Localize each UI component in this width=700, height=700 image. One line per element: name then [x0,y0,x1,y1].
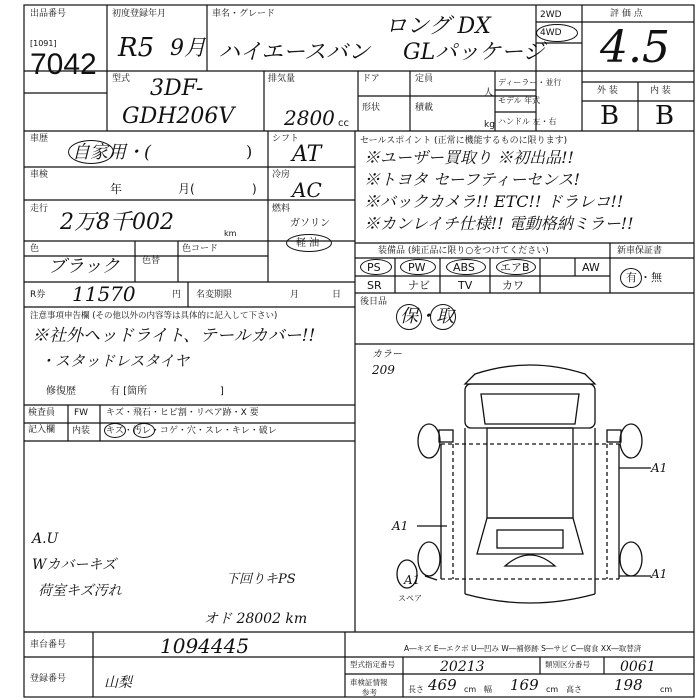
type-label: 型式指定番号 [350,660,395,669]
term-label: 名変期限 [196,290,233,300]
model-year-label: モデル 年式 [498,96,541,105]
equip-airbag-circle [496,259,536,275]
reg-label: 登録番号 [30,674,67,684]
recycle-unit: 円 [172,290,182,300]
interior-grade: B [655,101,675,131]
model-label: 型式 [112,74,131,84]
equip-ps: PS [367,261,381,274]
model-code-1: 3DF- [150,76,204,101]
sales-line-2: ※トヨタ セーフティーセンス! [364,170,580,189]
drive-4wd: 4WD [540,28,562,38]
notes-label: 注意事項申告欄 (その他以外の内容等は具体的に記入して下さい) [30,311,278,321]
color-code-label: 色コード [182,244,219,254]
score-value: 4.5 [600,22,670,73]
displacement-value: 2800 [284,106,335,130]
recycle-value: 11570 [72,282,136,306]
warranty-no: ・無 [640,271,662,284]
recycle-label: R券 [30,290,46,300]
notes-line-1: ※社外ヘッドライト、テールカバー!! [32,326,316,346]
front-bumper-shape [465,365,595,384]
equip-airbag: エアB [500,261,530,274]
fuel-label: 燃料 [272,204,291,214]
paint-code-value: 209 [372,363,395,377]
exterior-label: 外 装 [597,86,618,96]
roof-shape [487,428,573,518]
marker-a1-right-rear: A1 [651,567,668,581]
ac-value: AC [292,178,322,202]
color-value: ブラック [48,256,120,277]
name-grade-label: 車名・グレード [212,9,276,19]
rear-bumper-shape [465,594,595,603]
equip-pw: PW [408,261,426,274]
history-close: ) [246,142,253,161]
note-au: A.U [32,531,59,547]
history-value: 自家用・( [72,142,152,163]
load-unit: kg [484,120,495,130]
shift-value: AT [292,142,322,167]
capacity-unit: 人 [484,88,494,98]
height-unit: cm [660,685,673,694]
class-value: 0061 [620,659,656,675]
equip-aw: AW [582,261,600,274]
lot-number: 7042 [30,48,97,81]
shape-label: 形状 [362,103,381,113]
mileage-value: 2万8千002 [60,210,174,235]
rear-hatch-shape [505,555,555,566]
grade-text: ロング DX [385,14,491,39]
equip-leather: カワ [502,279,524,292]
first-reg-era: R5 [118,33,155,63]
shift-label: シフト [272,134,300,144]
displacement-label: 排気量 [268,74,296,84]
mileage-unit: km [224,229,237,238]
model-code-2: GDH206V [122,104,235,129]
len-value: 469 [428,676,457,694]
equip-pw-circle [400,259,436,275]
inspection-month: 月( [178,182,195,196]
fuel-diesel-circle [286,234,332,252]
windshield-shape [481,394,579,424]
ac-label: 冷房 [272,170,291,180]
interior-yogore-circle [133,423,155,438]
note-wiper: Wカバーキズ [32,557,117,573]
warranty-label: 新車保証書 [617,246,663,256]
class-label: 類別区分番号 [545,660,590,669]
rear-items: 保・取 [400,306,454,327]
rear-glass-inner [497,530,563,548]
wheel-rear-left [418,542,440,576]
width-label: 幅 [484,685,492,694]
damage-legend: A―キズ E―エクボ U―凹み W―補修跡 S―サビ C―腐食 XX―取替済 [404,644,642,653]
inspector-label-2: 記入欄 [28,425,56,435]
interior-items: キズ・汚レ・コゲ・穴・スレ・キレ・破レ [106,426,277,436]
drive-4wd-circle [536,24,578,42]
left-mirror-shape [439,430,453,442]
rear-label: 後日品 [360,297,388,307]
fw-items: キズ・飛石・ヒビ割・リペア跡・X 要 [106,408,259,418]
wheel-front-left [418,424,440,458]
right-mirror-shape [607,430,621,442]
chassis-value: 1094445 [160,634,250,658]
sales-line-4: ※カンレイチ仕様!! 電動格納ミラー!! [364,214,634,233]
inspector-interior-label: 内装 [72,426,91,436]
fuel-gasoline: ガソリン [290,218,330,229]
sales-line-1: ※ユーザー買取り ※初出品!! [364,148,574,167]
equip-abs-circle [446,259,486,275]
lot-sub: [1091] [30,39,57,48]
note-bed: 荷室キズ汚れ [38,583,122,599]
first-reg-month: 9月 [170,36,206,61]
package-text: GLパッケージ [403,40,545,65]
sales-label: セールスポイント (正常に機能するものに限ります) [360,136,568,146]
fuel-diesel: 軽 油 [296,238,320,249]
chassis-label: 車台番号 [30,640,67,650]
equip-ps-circle [360,259,392,275]
handle-label: ハンドル 左・右 [498,117,557,126]
note-lower-ps: 下回りキPS [226,572,296,587]
marker-a1-left: A1 [392,519,409,533]
interior-label: 内 装 [650,86,671,96]
cert-label: 車検証情報 [350,678,388,687]
paint-code-label: カラー [372,349,402,360]
notes-line-2: ・スタッドレスタイヤ [40,352,190,370]
repair-close: ] [220,386,224,397]
inspection-year: 年 [110,182,123,196]
equipment-label: 装備品 (純正品に限り○をつけてください) [378,246,549,256]
exterior-grade: B [600,101,620,131]
repair-label: 修復歴 [46,386,76,397]
rear-item-2-circle [430,304,456,330]
equip-tv: TV [458,279,473,292]
first-reg-label: 初度登録年月 [112,9,167,19]
equip-navi: ナビ [408,279,430,292]
car-name-text: ハイエースバン [218,40,371,65]
capacity-label: 定員 [415,74,434,84]
width-value: 169 [510,676,539,694]
ref-label: 参考 [362,688,377,697]
marker-a1-left-rear: A1 [404,573,421,587]
term-month: 月 [290,290,300,300]
wheel-front-right [620,424,642,458]
len-unit: cm [464,685,477,694]
reg-value: 山梨 [104,675,132,691]
spare-label: スペア [398,594,422,603]
warranty-yes: 有 [626,271,637,284]
drive-2wd: 2WD [540,10,562,20]
warranty-yes-circle [620,268,642,288]
inspection-close: ) [252,182,257,196]
note-odo: オド 28002 km [204,611,308,627]
history-label: 車歴 [30,134,49,144]
load-label: 積載 [415,103,434,113]
sales-line-3: ※バックカメラ!! ETC!! ドラレコ!! [364,192,624,211]
vehicle-diagram [355,344,694,632]
fw-label: FW [74,408,89,418]
height-value: 198 [614,676,643,694]
score-label: 評 価 点 [610,9,643,19]
height-label: 高さ [566,685,582,694]
len-label: 長さ [408,685,424,694]
displacement-unit: cc [338,118,349,129]
rear-item-1-circle [396,304,422,330]
repair-value: 有 [箇所 [110,386,148,397]
interior-kizu-circle [104,423,126,438]
color-label: 色 [30,244,40,254]
type-value: 20213 [440,659,485,675]
history-circle [68,140,114,164]
inspector-label-1: 検査員 [28,408,56,418]
lot-label: 出品番号 [30,9,67,19]
equip-abs: ABS [453,261,475,274]
term-day: 日 [332,290,342,300]
inspection-label: 車検 [30,170,49,180]
equip-sr: SR [367,279,382,292]
door-label: ドア [362,74,380,84]
dealer-label: ディーラー・並行 [498,78,562,87]
marker-a1-right-front: A1 [651,461,668,475]
width-unit: cm [546,685,559,694]
mileage-label: 走行 [30,204,49,214]
wheel-rear-right [620,542,642,576]
repaint-label: 色替 [142,256,161,266]
